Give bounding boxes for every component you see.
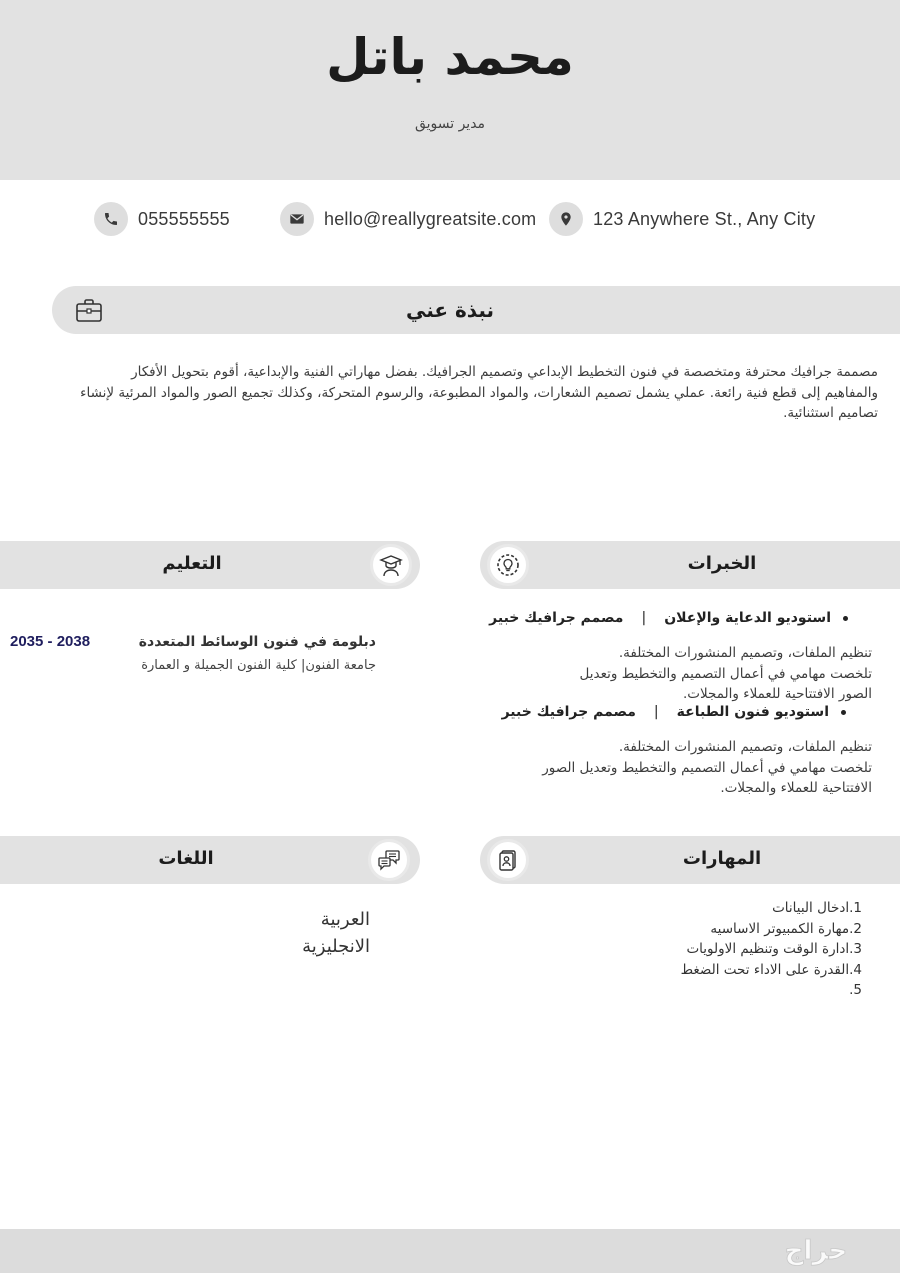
skill-text: القدرة على الاداء تحت الضغط [680, 961, 850, 978]
contact-address [549, 200, 815, 238]
chat-bubbles-icon [368, 839, 410, 881]
job-heading-1 [489, 610, 848, 626]
skill-number: 2. [849, 920, 862, 937]
skill-text: ادارة الوقت وتنظيم الاولويات [686, 941, 850, 957]
languages-list [200, 906, 370, 960]
skill-number: 1. [849, 900, 862, 916]
list-item [681, 919, 862, 940]
bullet-icon [843, 616, 848, 621]
job-separator: | [641, 610, 647, 626]
skill-number: 5. [849, 982, 862, 998]
job-line: تنظيم الملفات، وتصميم المنشورات المختلفة. [618, 645, 872, 661]
list-item [681, 980, 862, 1001]
contact-email [280, 200, 536, 238]
watermark-text: حراج [784, 1236, 848, 1266]
job-line: تنظيم الملفات، وتصميم المنشورات المختلفة. [618, 739, 872, 755]
job-line: تلخصت مهامي في أعمال التصميم والتخطيط وتعديل الصور [542, 759, 872, 776]
address-text: 123 Anywhere St., Any City [593, 208, 816, 229]
job-description-1 [580, 643, 872, 705]
languages-title: اللغات [158, 848, 214, 869]
job-heading-2 [502, 704, 846, 720]
job-separator: | [653, 704, 659, 720]
language-item: العربية [320, 909, 370, 930]
job-title: مدير تسويق [414, 116, 486, 132]
list-item [681, 960, 862, 981]
education-title: التعليم [162, 553, 222, 574]
phone-icon [94, 202, 128, 236]
education-school: جامعة الفنون| كلية الفنون الجميلة و العمارة [141, 658, 376, 673]
job-line: تلخصت مهامي في أعمال التصميم والتخطيط وتعديل [579, 665, 872, 682]
header-band [0, 0, 900, 180]
language-item: الانجليزية [302, 936, 370, 957]
location-pin-icon [549, 202, 583, 236]
job-company: استوديو الدعاية والإعلان [664, 610, 831, 626]
watermark-logo [736, 1232, 896, 1268]
education-years: 2035 - 2038 [10, 633, 91, 650]
job-line: الصور الافتتاحية للعملاء والمجلات. [682, 686, 872, 702]
contact-phone [94, 200, 230, 238]
email-text: hello@reallygreatsite.com [324, 208, 537, 229]
job-role: مصمم جرافيك خبير [501, 704, 636, 720]
education-degree: دبلومة في فنون الوسائط المتعددة [138, 634, 376, 650]
email-icon [280, 202, 314, 236]
about-paragraph: مصممة جرافيك محترفة ومتخصصة في فنون التخطيط الإبداعي وتصميم الجرافيك. بفضل مهاراتي الفنية والإبداعية، أقوم بتحويل الأفكار والمفاهيم إلى قطع فنية رائعة. عملي يشمل تصميم الشعارات، والمواد المطبوعة، والرسوم المتحركة، وكذلك تجميع الصور والمواد المرئية لإنشاء تصاميم استثنائية. [80, 364, 878, 421]
job-company: استوديو فنون الطباعة [676, 704, 829, 720]
skill-number: 4. [849, 961, 862, 978]
list-item [681, 939, 862, 960]
job-role: مصمم جرافيك خبير [489, 610, 624, 626]
experience-title: الخبرات [687, 553, 757, 574]
job-description-2 [542, 737, 872, 799]
about-title: نبذة عني [405, 298, 495, 322]
list-item [681, 898, 862, 919]
skill-text: ادخال البيانات [772, 900, 850, 916]
bullet-icon [841, 710, 846, 715]
phone-text: 055555555 [138, 208, 230, 229]
graduate-icon [370, 544, 412, 586]
skill-number: 3. [849, 941, 862, 957]
person-name: محمد باتل [326, 28, 574, 86]
skills-title: المهارات [682, 848, 762, 869]
document-user-icon [487, 839, 529, 881]
skill-text: مهارة الكمبيوتر الاساسيه [710, 920, 850, 937]
lightbulb-gear-icon [487, 544, 529, 586]
job-line: الافتتاحية للعملاء والمجلات. [720, 780, 872, 796]
skills-list [681, 898, 862, 1001]
